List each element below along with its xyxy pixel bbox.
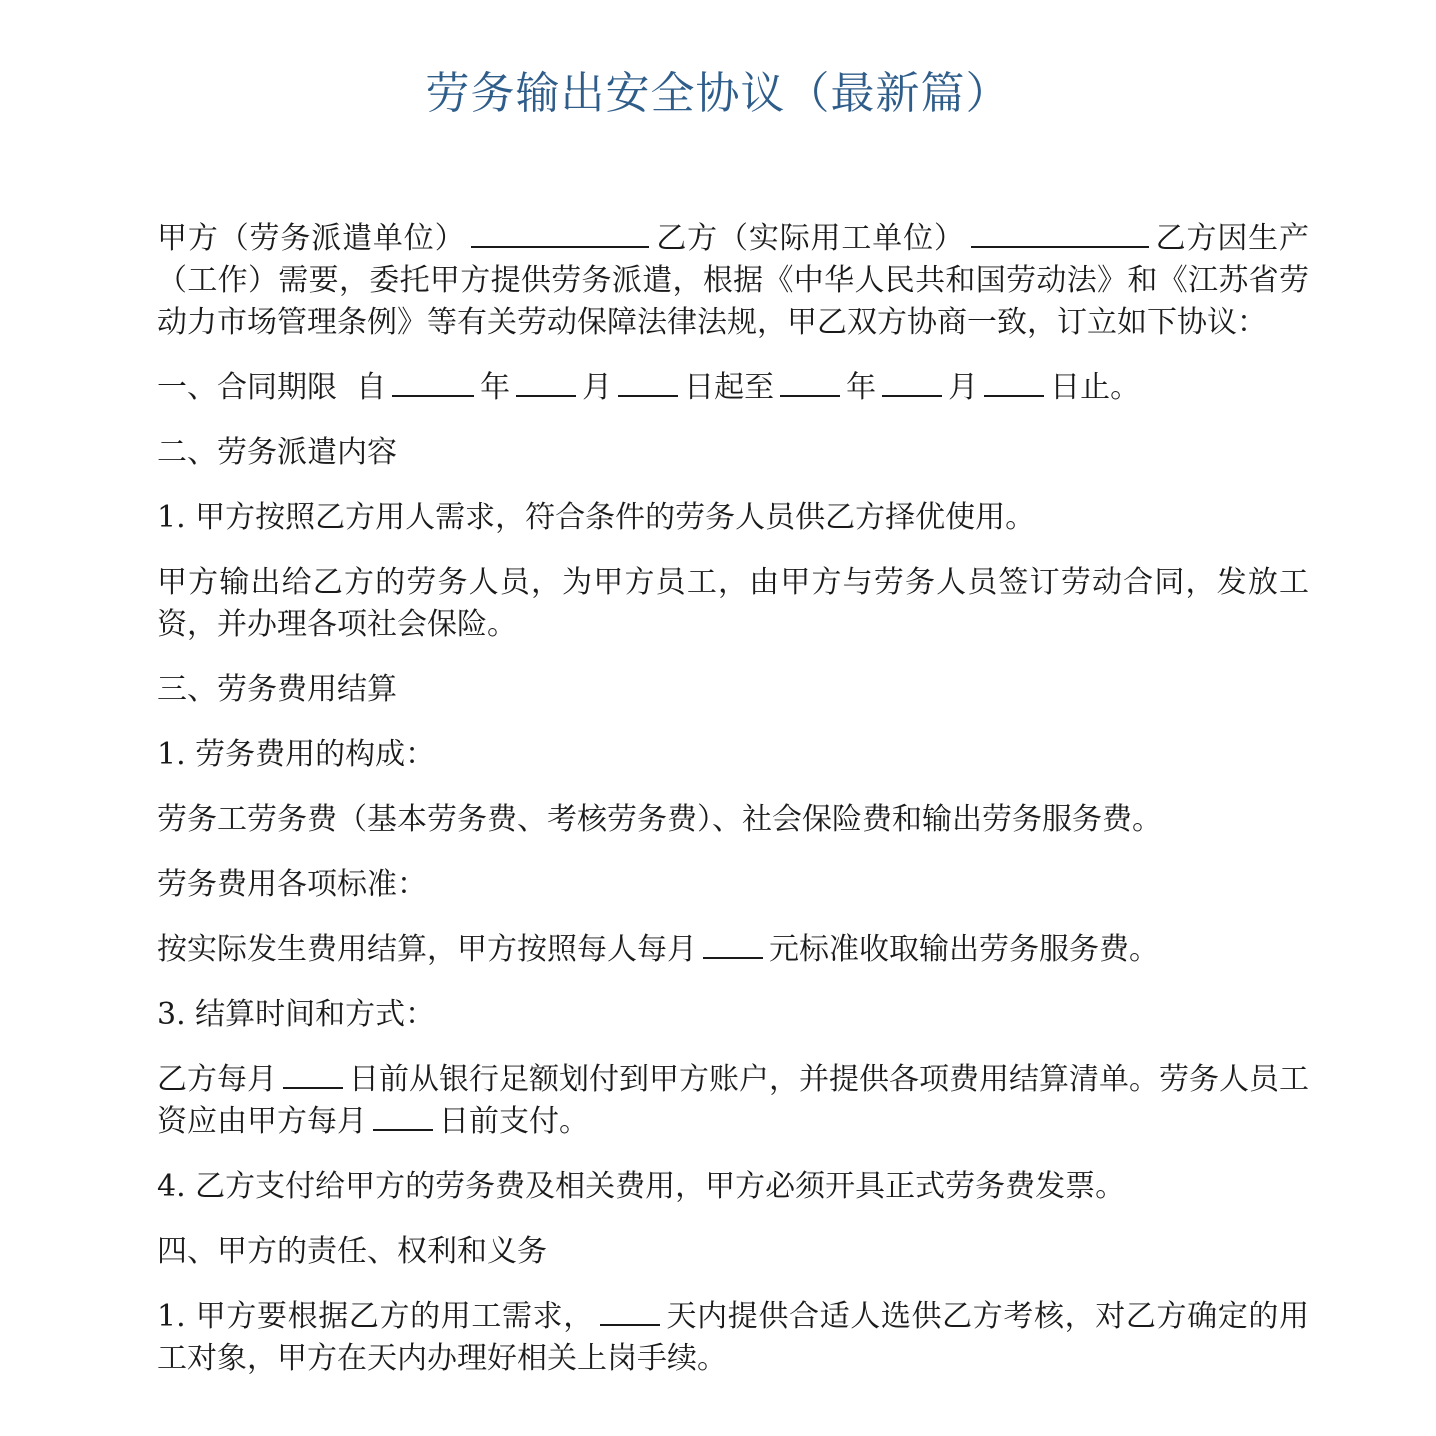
- settlement-text-b: 日前从银行足额划付到甲方账户，并提供各项费用结算清单。劳务人员工资应由甲方每月: [157, 1062, 1309, 1139]
- service-fee-blank: [703, 931, 763, 959]
- fee-text-before: 按实际发生费用结算，甲方按照每人每月: [157, 932, 697, 967]
- day-end-label: 日止。: [1050, 370, 1141, 405]
- section-3-heading: 三、劳务费用结算: [157, 672, 397, 707]
- start-month-blank: [516, 369, 576, 397]
- document-body: [157, 218, 1309, 1403]
- end-month-blank: [882, 369, 942, 397]
- payment-day-blank: [283, 1061, 343, 1089]
- fee-standards-paragraph: [157, 929, 1309, 971]
- section-4-item-1: [157, 1296, 1309, 1380]
- intro-text: 乙方因生产（工作）需要，委托甲方提供劳务派遣，根据《中华人民共和国劳动法》和《江苏省劳动力市场管理条例》等有关劳动保障法律法规，甲乙双方协商一致，订立如下协议：: [157, 221, 1310, 340]
- days-blank: [600, 1298, 660, 1326]
- section-2-paragraph: 甲方输出给乙方的劳务人员，为甲方员工，由甲方与劳务人员签订劳动合同，发放工资，并办理各项社会保险。: [157, 565, 1309, 642]
- intro-paragraph: [157, 218, 1309, 344]
- party-a-label: 甲方（劳务派遣单位）: [157, 221, 466, 256]
- end-day-blank: [984, 369, 1044, 397]
- fee-standards-label: 劳务费用各项标准：: [157, 867, 427, 902]
- start-day-blank: [618, 369, 678, 397]
- term-from: 自: [356, 370, 387, 405]
- month-label-2: 月: [948, 370, 979, 405]
- party-b-label: 乙方（实际用工单位）: [655, 221, 965, 256]
- term-paragraph: [157, 367, 1309, 409]
- section-4-text-before: 1. 甲方要根据乙方的用工需求，: [157, 1299, 594, 1334]
- term-label: 一、合同期限: [157, 370, 337, 405]
- year-label-2: 年: [846, 370, 877, 405]
- settlement-paragraph: [157, 1059, 1309, 1143]
- day-from-label: 日起至: [684, 370, 775, 405]
- settlement-text-a: 乙方每月: [157, 1062, 277, 1097]
- section-3-item-1: 1. 劳务费用的构成：: [157, 737, 436, 772]
- section-3-item-4: 4. 乙方支付给甲方的劳务费及相关费用，甲方必须开具正式劳务费发票。: [157, 1169, 1126, 1204]
- section-4-heading: 四、甲方的责任、权利和义务: [157, 1234, 547, 1269]
- party-b-blank: [971, 220, 1149, 248]
- section-3-item-3: 3. 结算时间和方式：: [157, 997, 436, 1032]
- end-year-blank: [780, 369, 840, 397]
- party-a-blank: [471, 220, 649, 248]
- salary-day-blank: [373, 1103, 433, 1131]
- section-2-heading: 二、劳务派遣内容: [157, 435, 397, 470]
- fee-text-after: 元标准收取输出劳务服务费。: [769, 932, 1159, 967]
- settlement-text-c: 日前支付。: [439, 1104, 589, 1139]
- document-title: 劳务输出安全协议（最新篇）: [425, 68, 1011, 119]
- year-label: 年: [480, 370, 511, 405]
- month-label: 月: [582, 370, 613, 405]
- section-2-item-1: 1. 甲方按照乙方用人需求，符合条件的劳务人员供乙方择优使用。: [157, 500, 1036, 535]
- section-4-text-after: 天内提供合适人选供乙方考核，对乙方确定的用工对象，甲方在天内办理好相关上岗手续。: [157, 1299, 1309, 1376]
- start-year-blank: [392, 369, 474, 397]
- fee-composition: 劳务工劳务费（基本劳务费、考核劳务费）、社会保险费和输出劳务服务费。: [157, 802, 1162, 837]
